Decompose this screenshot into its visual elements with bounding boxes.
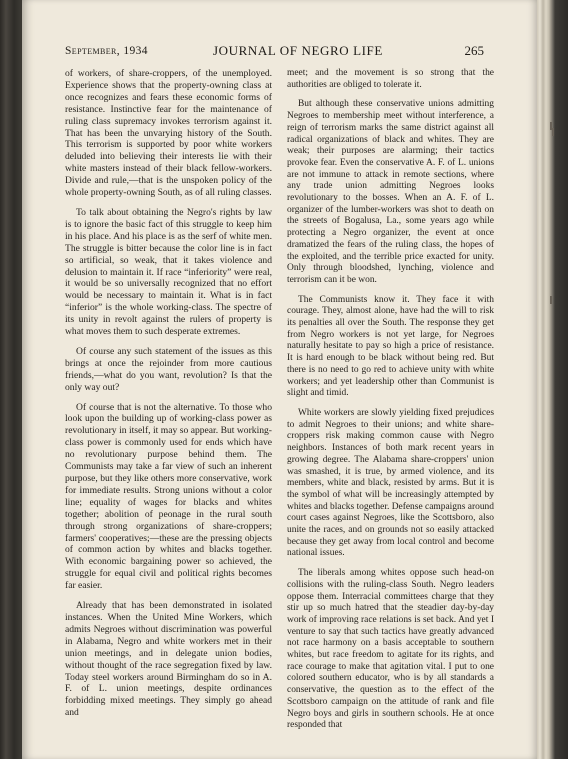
running-head [65, 42, 484, 58]
journal-title: JOURNAL OF NEGRO LIFE [213, 43, 383, 58]
page-number: 265 [464, 43, 484, 58]
paragraph: meet; and the movement is so strong that the authorities are obliged to tolerate it. [287, 68, 494, 90]
paragraph: Of course that is not the alternative. To those who look upon the building up of working-class power as revolutionary in itself, it may so appear. But working-class power is commonly used for ends which have no revolutionary purpose behind them. The Communists may take a far view of such an inherent purpose, but they like others more conservative, work for immediate results. Strong unions without a color line; equality of wages for blacks and whites together; abolition of peonage in the rural south through strong organizations of share-croppers; farmers' cooperatives;—these are the pressing objects of common action by whites and blacks together. With economic bargaining power so achieved, the struggle for equal civil and political rights becomes far easier. [65, 401, 272, 592]
paragraph: Already that has been demonstrated in isolated instances. When the United Mine Workers, which admits Negroes without discrimination was powerful in Alabama, Negro and white workers met in their union meetings, and in delegate union bodies, without thought of the race segregation fixed by law. Today steel workers around Birmingham do so in A. F. of L. union meetings, despite ordinances forbidding mixed meetings. They simply go ahead and [65, 600, 272, 719]
paragraph: of workers, of share-croppers, of the unemployed. Experience shows that the property-owning class at once recognizes and fears these economic forms of resistance. Instinctive fear for the maintenance of ruling class supremacy invokes terrorism against it. That has been the unvarying history of the South. This terrorism is supported by poor white workers deluded into believing their interests lie with their white masters instead of their black fellow-workers. Divide and rule,—that is the unspoken policy of the whole property-owning South, as of all ruling classes. [65, 68, 272, 199]
page-edge-stack [537, 0, 568, 759]
left-column [65, 68, 272, 727]
paragraph: But although these conservative unions admitting Negroes to membership meet without interference, a reign of terrorism marks the same district against all radical organizations of black and whites. They are weak; their purposes are alarming; their tactics provoke fear. Even the conservative A. F. of L. unions are not immune to attack in remote sections, where any trade union admitting Negroes looks revolutionary to the bosses. When an A. F. of L. organizer of the lumber-workers was shot to death on the streets of Bogalusa, La., some years ago while protecting a Negro organizer, the event at once dramatized the fears of the ruling class, the hopes of the exploited, and the terrible price exacted for unity. Only through bloodshed, lynching, violence and terrorism can it be won. [287, 99, 494, 285]
edge-mark [552, 128, 554, 136]
paragraph: To talk about obtaining the Negro's rights by law is to ignore the basic fact of this struggle to keep him in his place. And his place is as the serf of white men. The struggle is bitter because the color line is in fact so artificial, so weak, that it takes violence and delusion to maintain it. If race “inferiority” were real, it would be so universally recognized that no effort would be necessary to maintain it. What is in fact “inferior” is the whole working-class. The spectre of its unity in revolt against the rulers of property is what moves them to such desperate extremes. [65, 206, 272, 338]
paragraph: Of course any such statement of the issues as this brings at once the rejoinder from more cautious friends,—what do you want, revolution? Is that the only way out? [65, 345, 272, 393]
edge-mark [550, 296, 552, 304]
paragraph: White workers are slowly yielding fixed prejudices to admit Negroes to their unions; and white share-croppers risk making common cause with Negro neighbors. Instances of both mark recent years in growing degree. The Alabama share-croppers' union was smashed, it is true, by armed violence, and its members, white and black, resisted by arms. But it is the symbol of what will be increasingly attempted by whites and blacks together. Defense campaigns around court cases against Negroes, like the Scottsboro, also unite the races, and on grounds not so easily attacked because they get away from local control and become national issues. [287, 407, 494, 559]
right-column [287, 68, 494, 740]
issue-date: September, 1934 [65, 45, 148, 57]
paragraph: The Communists know it. They face it with courage. They, almost alone, have had the will to risk its penalties all over the South. The response they get from Negro workers is not yet large, for Negroes naturally hesitate to pay so high a price of resistance. It is hard enough to be black without being red. But there is no need to go red to achieve unity with white workers; and yet leadership other than Communist is slight and timid. [287, 294, 494, 399]
paragraph: The liberals among whites oppose such head-on collisions with the ruling-class South. Negro leaders oppose them. Interracial committees charge that they stir up so much hatred that the steadier day-by-day work of improving race relations is set back. And yet I venture to say that such tactics have greatly advanced not race harmony on a basis acceptable to southern whites, but race freedom to agitate for its rights, and race courage to make that agitation vital. I put to one colored southern educator, who is by all standards a conservative, the question as to the effect of the Scottsboro campaign on the attitude of rank and file Negro boys and girls in southern schools. He at once responded that [287, 568, 494, 731]
